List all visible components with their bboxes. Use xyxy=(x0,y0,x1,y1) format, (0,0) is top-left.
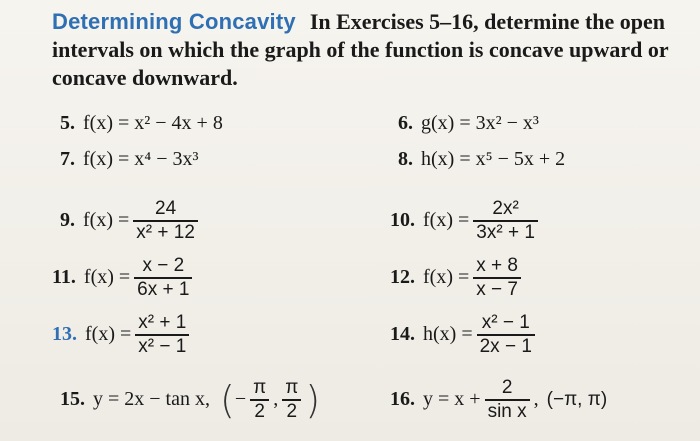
fraction-denominator: 6x + 1 xyxy=(137,278,190,300)
fraction xyxy=(477,312,535,358)
function-expression: f(x) = x² − 4x + 8 xyxy=(83,112,223,134)
interval-comma: , xyxy=(273,388,279,411)
fraction xyxy=(473,255,521,301)
fraction-numerator: π xyxy=(253,377,267,398)
exercise-number: 6. xyxy=(398,112,413,134)
fraction-numerator: x + 8 xyxy=(476,255,518,276)
fraction xyxy=(485,377,530,423)
function-expression: g(x) = 3x² − x³ xyxy=(421,112,539,134)
fraction-numerator: π xyxy=(285,377,299,398)
exercise-number: 14. xyxy=(390,323,415,346)
interval: (−π, π) xyxy=(546,388,608,410)
section-description: In Exercises 5–16, determine the open intervals on which the graph of the function is concave upward or concave downward. xyxy=(52,9,669,90)
exercise-number: 10. xyxy=(390,209,415,232)
fraction-denominator: x² + 12 xyxy=(136,221,195,243)
fraction-numerator: 2x² xyxy=(492,198,519,219)
exercise-number: 16. xyxy=(390,388,415,411)
exercise-15 xyxy=(60,377,320,423)
fraction-numerator: x² − 1 xyxy=(481,312,530,333)
function-lhs: f(x) = xyxy=(83,266,131,289)
interval-comma: , xyxy=(533,388,539,411)
exercise-14 xyxy=(390,312,539,358)
exercise-number: 12. xyxy=(390,266,415,289)
function-expression: h(x) = x⁵ − 5x + 2 xyxy=(421,148,566,170)
function-lhs: f(x) = xyxy=(83,209,130,232)
fraction-numerator: 2 xyxy=(501,377,513,398)
exercise-10 xyxy=(390,198,542,244)
exercise-9 xyxy=(60,198,202,244)
exercise-11 xyxy=(52,255,196,301)
function-lhs: f(x) = xyxy=(423,209,470,232)
interval-minus: − xyxy=(234,388,247,411)
exercise-number: 9. xyxy=(60,209,75,232)
function-lhs: h(x) = xyxy=(423,323,473,346)
function-expression: y = 2x − tan x, xyxy=(93,388,210,411)
fraction-denominator: sin x xyxy=(487,400,527,422)
fraction xyxy=(282,377,301,423)
function-expression: f(x) = x⁴ − 3x³ xyxy=(83,148,199,170)
exercise-16 xyxy=(390,377,607,423)
fraction xyxy=(473,198,538,244)
fraction-denominator: 2 xyxy=(286,400,298,422)
fraction-numerator: x² + 1 xyxy=(138,312,187,333)
exercise-number: 15. xyxy=(60,388,85,411)
section-title: Determining Concavity xyxy=(52,9,296,34)
exercise-12 xyxy=(390,255,525,301)
exercise-13 xyxy=(52,312,193,358)
exercise-5 xyxy=(60,112,223,135)
exercise-7 xyxy=(60,148,199,171)
fraction xyxy=(134,255,192,301)
fraction-numerator: x − 2 xyxy=(142,255,185,276)
function-lhs: f(x) = xyxy=(423,266,470,289)
fraction-denominator: 2 xyxy=(254,400,265,422)
exercise-6 xyxy=(398,112,539,135)
function-lhs: f(x) = xyxy=(85,323,132,346)
fraction xyxy=(135,312,189,358)
exercise-header xyxy=(52,8,692,92)
exercise-number: 13. xyxy=(52,323,77,346)
fraction-denominator: x² − 1 xyxy=(138,335,187,357)
fraction-denominator: 3x² + 1 xyxy=(476,221,535,243)
function-expression: y = x + xyxy=(423,388,481,411)
exercise-number: 5. xyxy=(60,112,75,134)
fraction xyxy=(250,377,269,423)
fraction-denominator: 2x − 1 xyxy=(479,335,532,357)
exercise-8 xyxy=(398,148,565,171)
left-paren: ( xyxy=(220,377,235,422)
exercise-number: 8. xyxy=(398,148,413,170)
fraction-numerator: 24 xyxy=(155,198,177,219)
exercise-number: 11. xyxy=(52,266,76,289)
right-paren: ) xyxy=(305,377,321,422)
fraction-denominator: x − 7 xyxy=(476,278,518,300)
fraction xyxy=(133,198,198,244)
exercise-number: 7. xyxy=(60,148,75,170)
